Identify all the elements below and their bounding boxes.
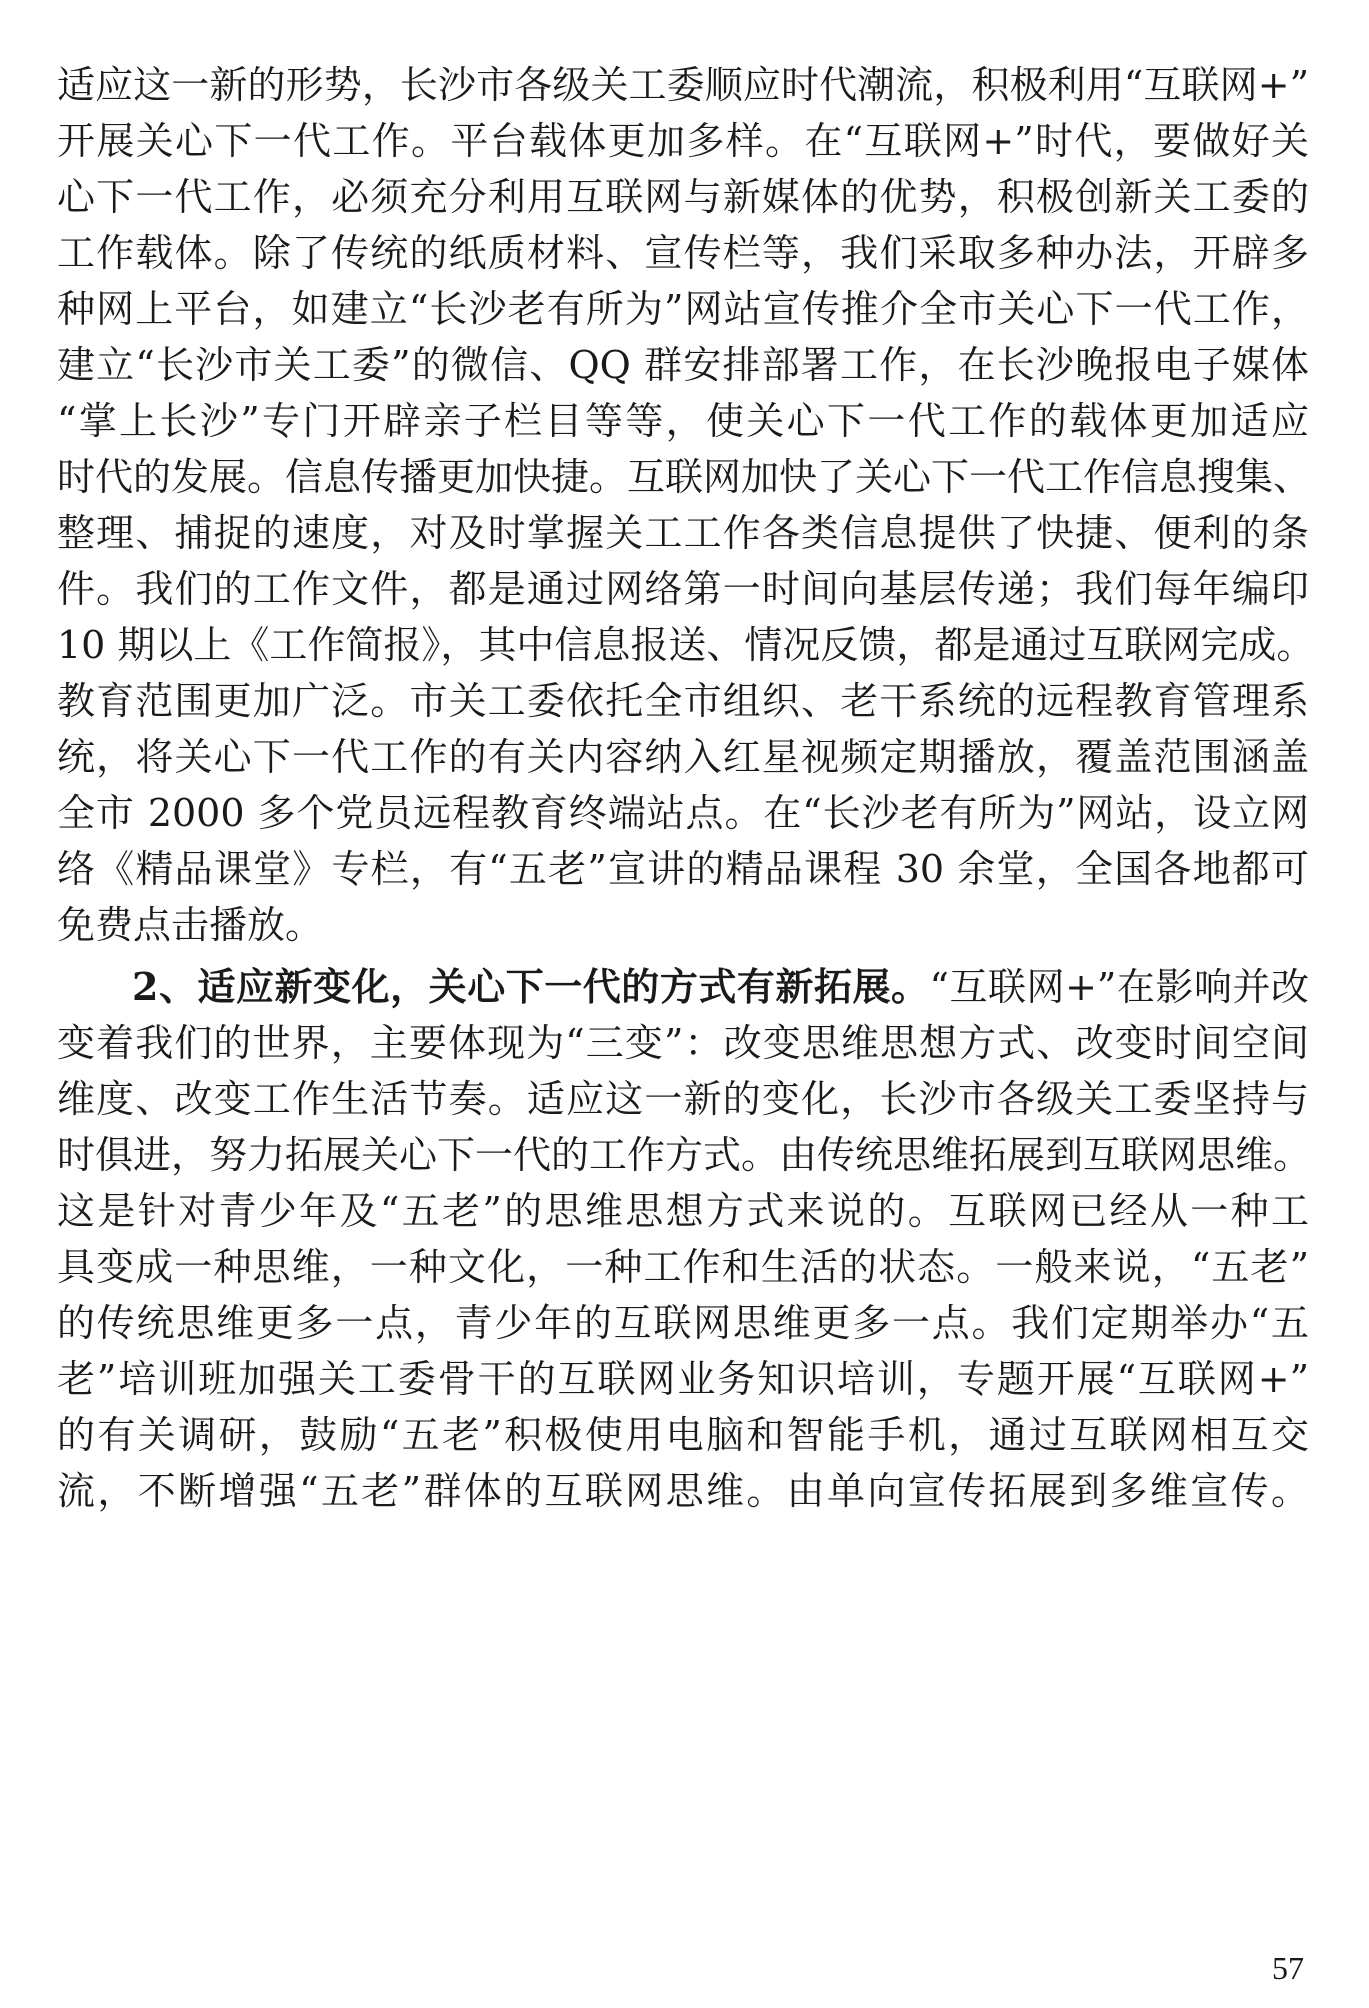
- body-text-line: 种网上平台，如建立“长沙老有所为”网站宣传推介全市关心下一代工作，: [57, 287, 1309, 331]
- body-text-line: 工作载体。除了传统的纸质材料、宣传栏等，我们采取多种办法，开辟多: [57, 231, 1309, 275]
- body-text-line: 这是针对青少年及“五老”的思维思想方式来说的。互联网已经从一种工: [57, 1189, 1309, 1233]
- section-heading-continuation: “互联网+”在影响并改: [929, 965, 1309, 1009]
- body-text-line: 免费点击播放。: [57, 903, 324, 947]
- section-heading: 2、适应新变化，关心下一代的方式有新拓展。: [132, 964, 930, 1009]
- body-text-line: 心下一代工作，必须充分利用互联网与新媒体的优势，积极创新关工委的: [57, 175, 1309, 219]
- body-text-line: 老”培训班加强关工委骨干的互联网业务知识培训，专题开展“互联网+”: [57, 1357, 1309, 1401]
- body-text-line: 10 期以上《工作简报》，其中信息报送、情况反馈，都是通过互联网完成。: [57, 623, 1315, 667]
- body-text-line: 开展关心下一代工作。平台载体更加多样。在“互联网+”时代，要做好关: [57, 119, 1309, 163]
- body-text-line: 时俱进，努力拓展关心下一代的工作方式。由传统思维拓展到互联网思维。: [57, 1133, 1312, 1177]
- body-text-line: “掌上长沙”专门开辟亲子栏目等等，使关心下一代工作的载体更加适应: [57, 399, 1309, 443]
- body-text-line: 件。我们的工作文件，都是通过网络第一时间向基层传递；我们每年编印: [57, 567, 1309, 611]
- body-text-line: 建立“长沙市关工委”的微信、QQ 群安排部署工作，在长沙晚报电子媒体: [57, 343, 1309, 387]
- body-text-line: 络《精品课堂》专栏，有“五老”宣讲的精品课程 30 余堂，全国各地都可: [57, 847, 1309, 891]
- body-text-line: 的传统思维更多一点，青少年的互联网思维更多一点。我们定期举办“五: [57, 1301, 1309, 1345]
- body-text-line: 维度、改变工作生活节奏。适应这一新的变化，长沙市各级关工委坚持与: [57, 1077, 1309, 1121]
- body-text-line: 全市 2000 多个党员远程教育终端站点。在“长沙老有所为”网站，设立网: [57, 791, 1309, 835]
- body-text-line: 变着我们的世界，主要体现为“三变”：改变思维思想方式、改变时间空间: [57, 1021, 1309, 1065]
- section-heading-line: [132, 964, 1309, 1010]
- body-text-line: 具变成一种思维，一种文化，一种工作和生活的状态。一般来说，“五老”: [57, 1245, 1309, 1289]
- body-text-line: 流，不断增强“五老”群体的互联网思维。由单向宣传拓展到多维宣传。: [57, 1469, 1309, 1513]
- body-text-line: 适应这一新的形势，长沙市各级关工委顺应时代潮流，积极利用“互联网+”: [57, 63, 1309, 107]
- body-text-line: 统，将关心下一代工作的有关内容纳入红星视频定期播放，覆盖范围涵盖: [57, 735, 1309, 779]
- body-text-line: 整理、捕捉的速度，对及时掌握关工工作各类信息提供了快捷、便利的条: [57, 511, 1309, 555]
- page-number: 57: [1272, 1950, 1304, 1986]
- body-text-line: 的有关调研，鼓励“五老”积极使用电脑和智能手机，通过互联网相互交: [57, 1413, 1309, 1457]
- body-text-line: 教育范围更加广泛。市关工委依托全市组织、老干系统的远程教育管理系: [57, 679, 1309, 723]
- body-text-line: 时代的发展。信息传播更加快捷。互联网加快了关心下一代工作信息搜集、: [57, 455, 1312, 499]
